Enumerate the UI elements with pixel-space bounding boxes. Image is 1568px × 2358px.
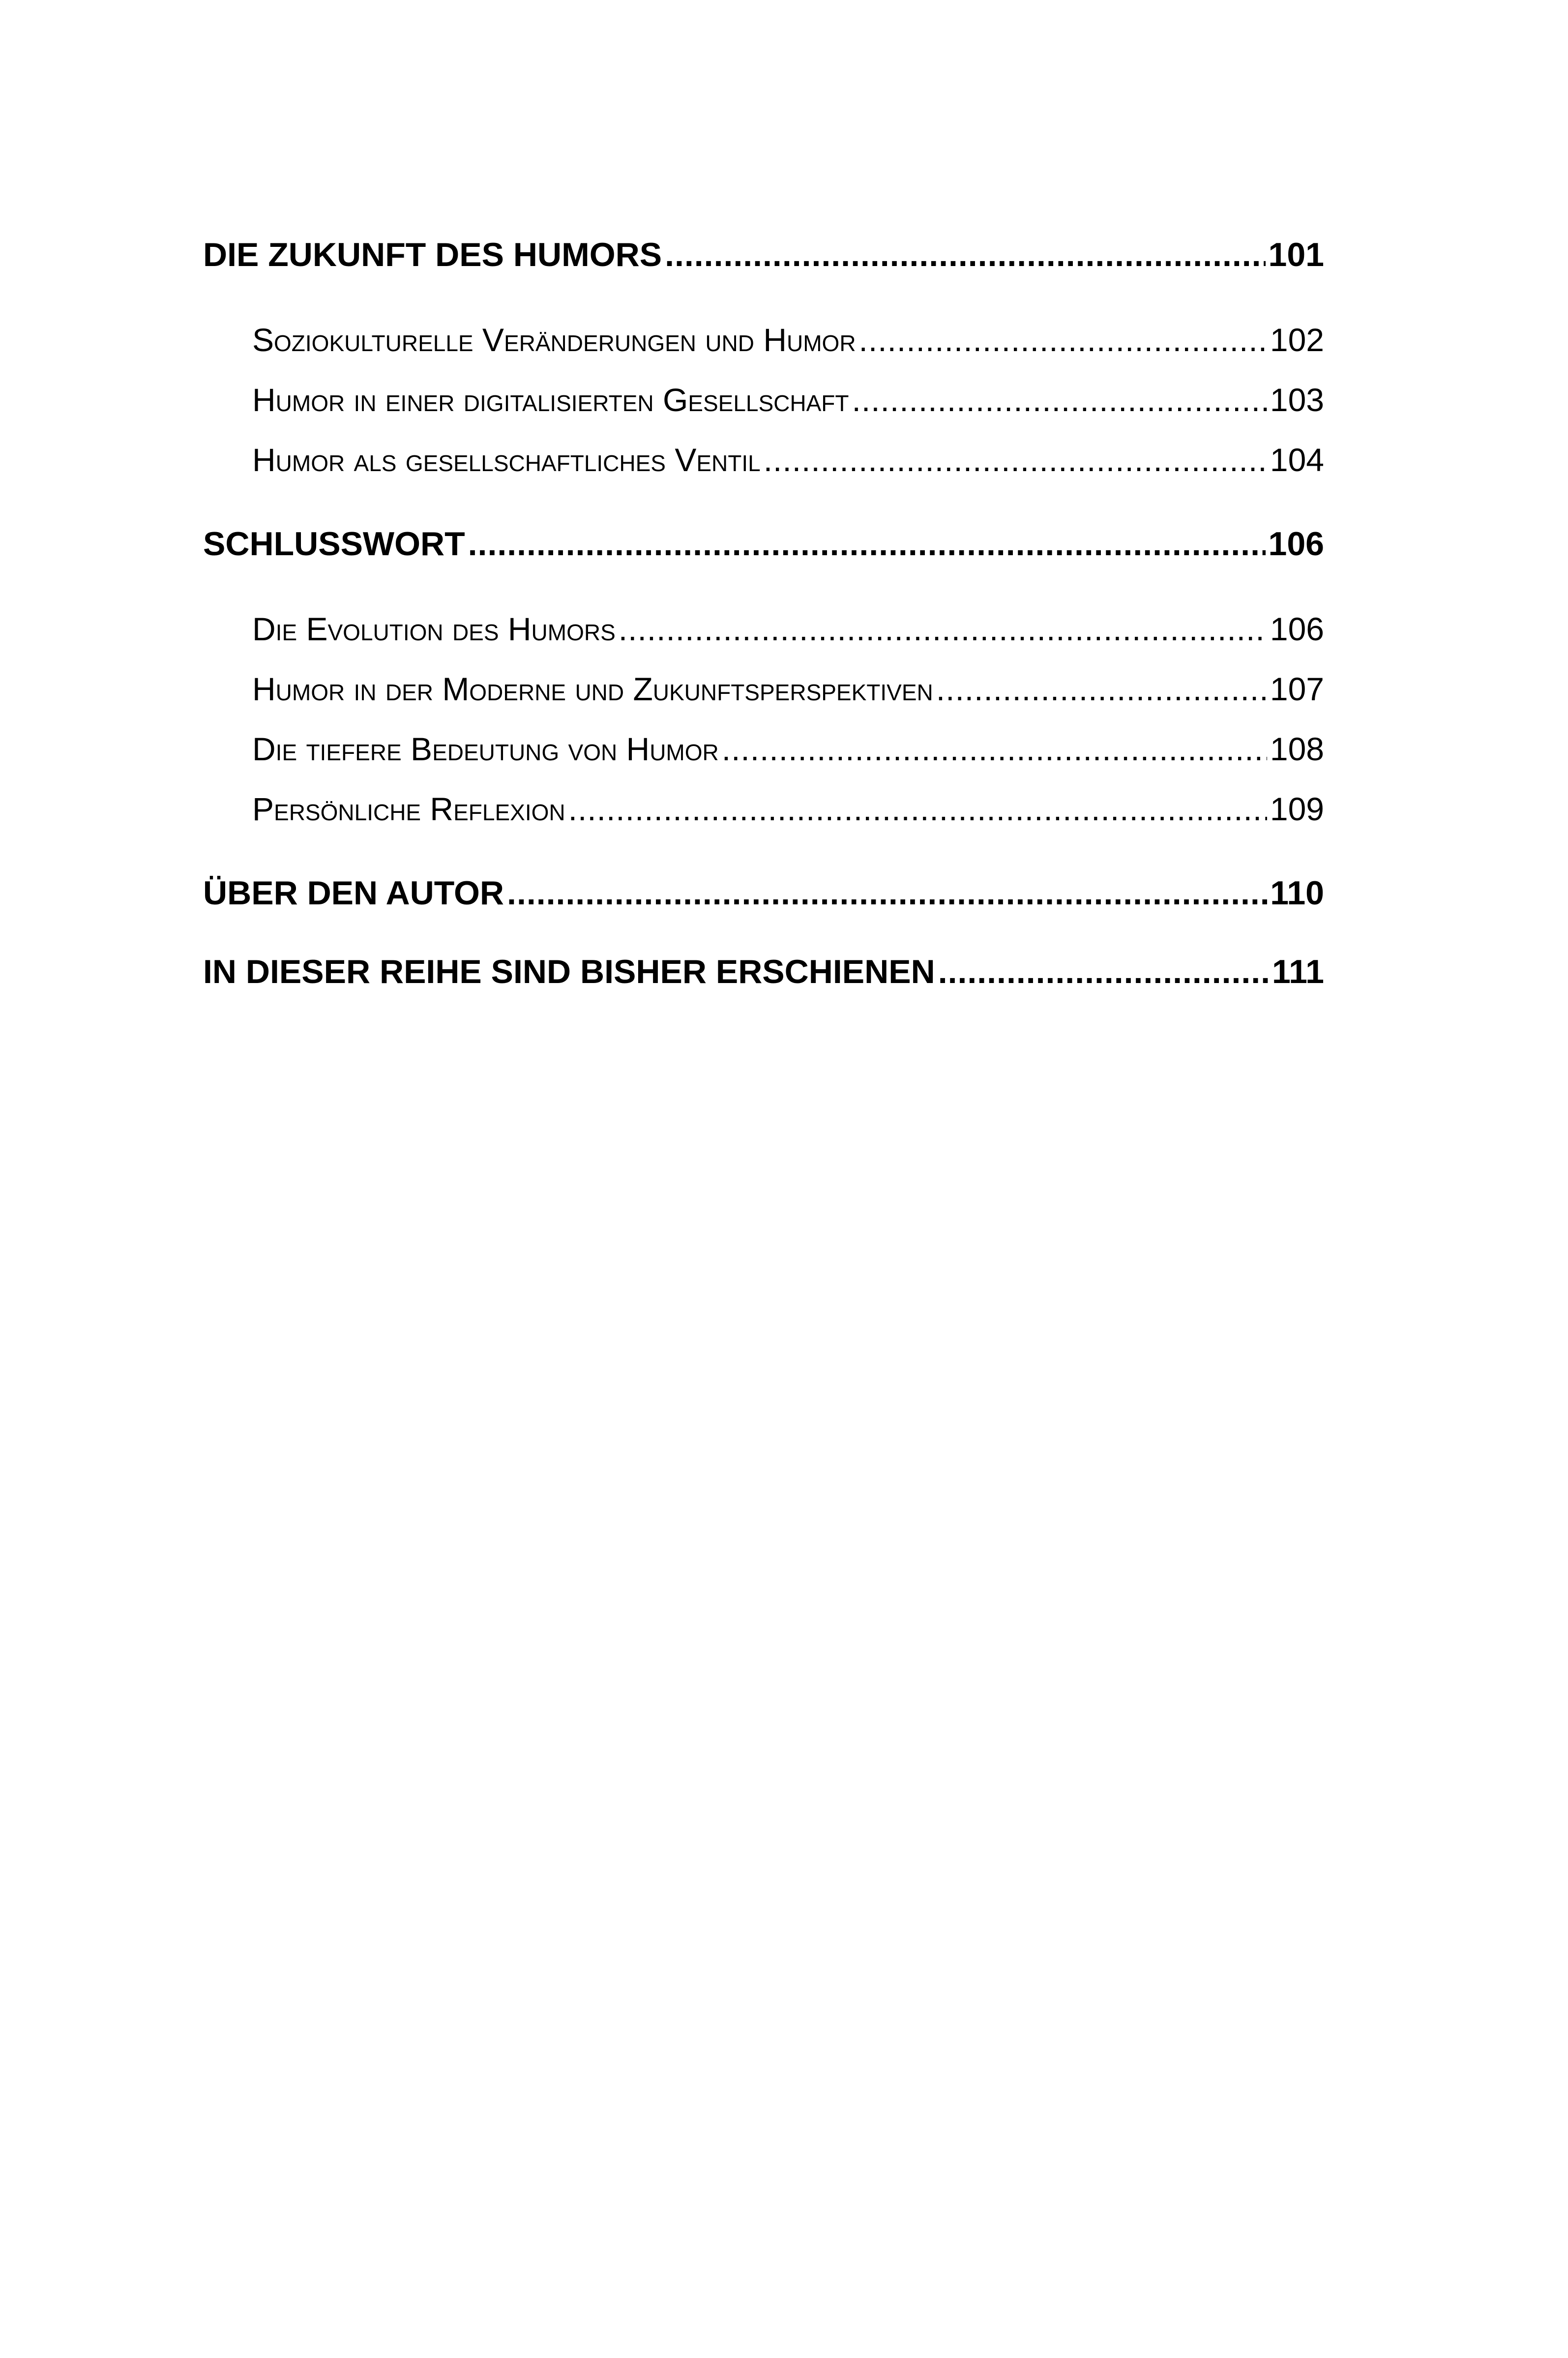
toc-section-title: Humor als gesellschaftliches Ventil [252, 442, 761, 478]
toc-page-number: 101 [1268, 236, 1324, 273]
toc-page-number: 107 [1270, 671, 1324, 707]
table-of-contents [203, 230, 1324, 996]
dot-leader [764, 430, 1267, 490]
toc-section-entry[interactable] [203, 430, 1324, 490]
toc-page-number: 104 [1270, 442, 1324, 478]
toc-chapter-entry[interactable] [203, 947, 1324, 996]
toc-page-number: 103 [1270, 382, 1324, 418]
toc-section-title: Die tiefere Bedeutung von Humor [252, 731, 719, 767]
dot-leader [859, 310, 1267, 370]
toc-section-title: Soziokulturelle Veränderungen und Humor [252, 322, 856, 358]
toc-section-entry[interactable] [203, 719, 1324, 779]
dot-leader [568, 779, 1267, 839]
toc-section-title: Die Evolution des Humors [252, 611, 616, 647]
toc-page-number: 110 [1270, 874, 1324, 912]
toc-page-number: 102 [1270, 322, 1324, 358]
toc-chapter-entry[interactable] [203, 519, 1324, 568]
dot-leader [507, 868, 1267, 918]
toc-page-number: 109 [1270, 791, 1324, 827]
toc-section-entry[interactable] [203, 370, 1324, 430]
toc-page-number: 106 [1270, 611, 1324, 647]
toc-section-entry[interactable] [203, 599, 1324, 659]
toc-section-title: Humor in einer digitalisierten Gesellschaft [252, 382, 849, 418]
toc-chapter-title: DIE ZUKUNFT DES HUMORS [203, 236, 662, 273]
toc-chapter-entry[interactable] [203, 230, 1324, 279]
dot-leader [665, 230, 1265, 279]
dot-leader [852, 370, 1267, 430]
toc-chapter-title: IN DIESER REIHE SIND BISHER ERSCHIENEN [203, 953, 935, 990]
toc-chapter-title: ÜBER DEN AUTOR [203, 874, 504, 912]
toc-section-entry[interactable] [203, 310, 1324, 370]
toc-section-entry[interactable] [203, 779, 1324, 839]
dot-leader [468, 519, 1266, 568]
dot-leader [936, 659, 1267, 719]
dot-leader [722, 719, 1267, 779]
toc-chapter-title: SCHLUSSWORT [203, 525, 465, 563]
dot-leader [619, 599, 1267, 659]
toc-section-entry[interactable] [203, 659, 1324, 719]
toc-page-number: 106 [1268, 525, 1324, 563]
toc-chapter-entry[interactable] [203, 868, 1324, 918]
toc-section-title: Humor in der Moderne und Zukunftsperspektiven [252, 671, 933, 707]
toc-page-number: 108 [1270, 731, 1324, 767]
dot-leader [938, 947, 1269, 996]
toc-section-title: Persönliche Reflexion [252, 791, 565, 827]
toc-page-number: 111 [1272, 953, 1324, 990]
